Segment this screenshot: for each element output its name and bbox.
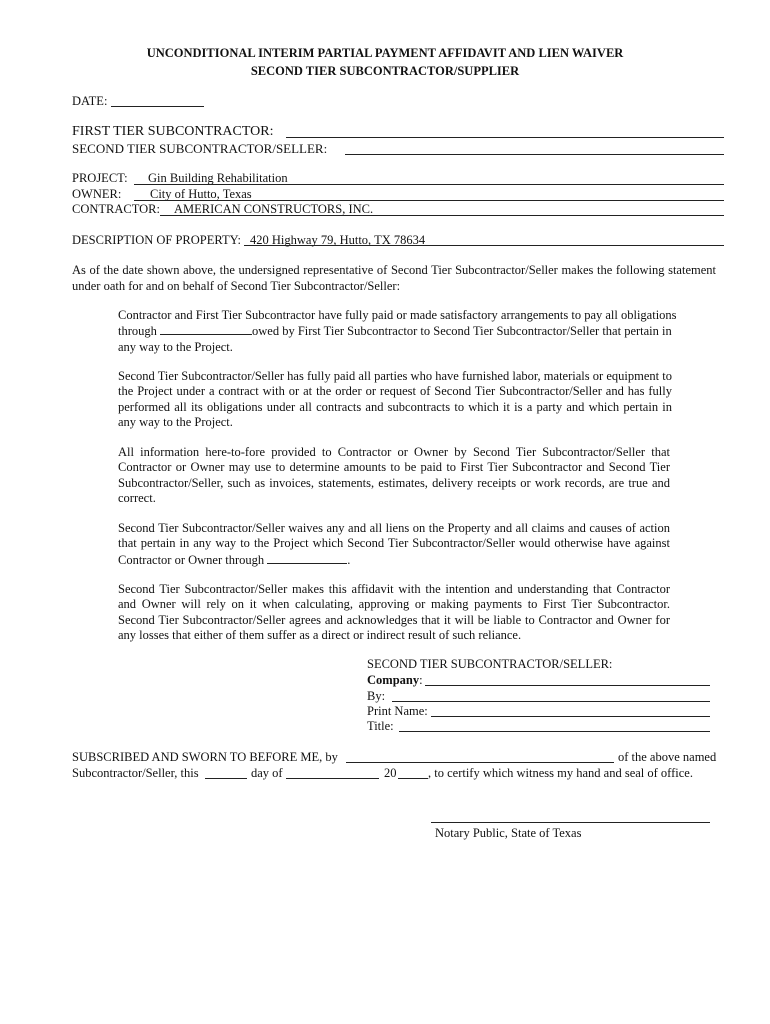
project-label: PROJECT:: [72, 171, 128, 185]
paragraph-4-period: .: [347, 552, 351, 567]
notary-year-prefix: 20: [384, 766, 397, 780]
title-field[interactable]: [399, 731, 710, 732]
first-tier-label: FIRST TIER SUBCONTRACTOR:: [72, 124, 274, 139]
owner-label: OWNER:: [72, 187, 122, 201]
paragraph-1-date-field[interactable]: [160, 323, 252, 335]
paragraph-1: [118, 308, 678, 355]
by-label: By:: [367, 689, 386, 703]
paragraph-4: [118, 521, 670, 568]
paragraph-3: All information here-to-fore provided to Contractor or Owner by Second Tier Subcontractor/Seller that Contractor or Owner may use to determine amounts to be paid to First Tier Subcontractor and Second Tier Subcontractor/Seller, such as invoices, statements, estimates, delivery receipts or work records, are true and correct.: [118, 445, 670, 505]
notary-footer: Notary Public, State of Texas: [435, 826, 582, 840]
description-value: 420 Highway 79, Hutto, TX 78634: [250, 233, 426, 247]
owner-value: City of Hutto, Texas: [150, 187, 252, 201]
notary-year-field[interactable]: [398, 778, 428, 779]
contractor-value: AMERICAN CONSTRUCTORS, INC.: [174, 202, 374, 216]
document-title: UNCONDITIONAL INTERIM PARTIAL PAYMENT AFFIDAVIT AND LIEN WAIVER: [146, 46, 624, 60]
paragraph-4-text: Second Tier Subcontractor/Seller waives any and all liens on the Property and all claims and causes of action that pertain in any way to the Project which Second Tier Subcontractor/Seller would otherwise have against Contractor or Owner through: [118, 521, 670, 567]
date-label: DATE:: [72, 94, 108, 108]
notary-day-field[interactable]: [205, 778, 247, 779]
second-tier-field[interactable]: [345, 154, 724, 155]
first-tier-field[interactable]: [286, 137, 724, 138]
company-label: [367, 673, 423, 688]
notary-line2-end: , to certify which witness my hand and seal of office.: [428, 766, 693, 780]
paragraph-1-through: through: [118, 324, 157, 339]
contractor-label: CONTRACTOR:: [72, 202, 160, 216]
notary-line1-end: of the above named: [618, 750, 717, 764]
description-field[interactable]: [244, 245, 724, 246]
print-name-field[interactable]: [431, 716, 710, 717]
paragraph-4-date-field[interactable]: [267, 552, 347, 564]
document-subtitle: SECOND TIER SUBCONTRACTOR/SUPPLIER: [250, 64, 520, 78]
paragraph-1-owed: owed by First Tier Subcontractor to Second Tier Subcontractor/Seller that pertain in: [252, 324, 672, 339]
title-label: Title:: [367, 719, 394, 733]
notary-signature-line[interactable]: [431, 822, 710, 823]
paragraph-1-line3: any way to the Project.: [118, 339, 233, 354]
notary-line2-text: Subcontractor/Seller, this: [72, 766, 199, 780]
intro-paragraph: As of the date shown above, the undersigned representative of Second Tier Subcontractor/Seller makes the following statement under oath for and on behalf of Second Tier Subcontractor/Seller:: [72, 263, 716, 293]
signature-heading: SECOND TIER SUBCONTRACTOR/SELLER:: [367, 657, 613, 671]
second-tier-label: SECOND TIER SUBCONTRACTOR/SELLER:: [72, 141, 328, 156]
notary-month-field[interactable]: [286, 778, 379, 779]
owner-field[interactable]: [134, 200, 724, 201]
project-value: Gin Building Rehabilitation: [148, 171, 288, 185]
company-label-text: Company: [367, 673, 420, 687]
description-label: DESCRIPTION OF PROPERTY:: [72, 233, 241, 247]
notary-name-field[interactable]: [346, 762, 614, 763]
company-label-colon: :: [419, 673, 423, 687]
paragraph-2: Second Tier Subcontractor/Seller has fully paid all parties who have furnished labor, materials or equipment to the Project under a contract with or at the order or request of Second Tier Subcontractor/Seller and has fully performed all its obligations under all contracts and subcontracts to which it is a party and which pertain in any way to the Project.: [118, 369, 672, 429]
notary-line1-text: SUBSCRIBED AND SWORN TO BEFORE ME, by: [72, 750, 338, 764]
paragraph-5: Second Tier Subcontractor/Seller makes this affidavit with the intention and understanding that Contractor and Owner will rely on it when calculating, approving or making payments to First Tier Subcontractor. Second Tier Subcontractor/Seller agrees and acknowledges that it will be liable to Contractor and Owner for any losses that either of them suffer as a direct or indirect result of such reliance.: [118, 582, 670, 642]
project-field[interactable]: [134, 184, 724, 185]
by-field[interactable]: [392, 701, 710, 702]
paragraph-1-line1: Contractor and First Tier Subcontractor have fully paid or made satisfactory arrangements to pay all obligations: [118, 308, 677, 322]
print-name-label: Print Name:: [367, 704, 428, 718]
company-field[interactable]: [425, 685, 710, 686]
notary-day-of: day of: [251, 766, 283, 780]
contractor-field[interactable]: [160, 215, 724, 216]
date-field[interactable]: [111, 106, 204, 107]
